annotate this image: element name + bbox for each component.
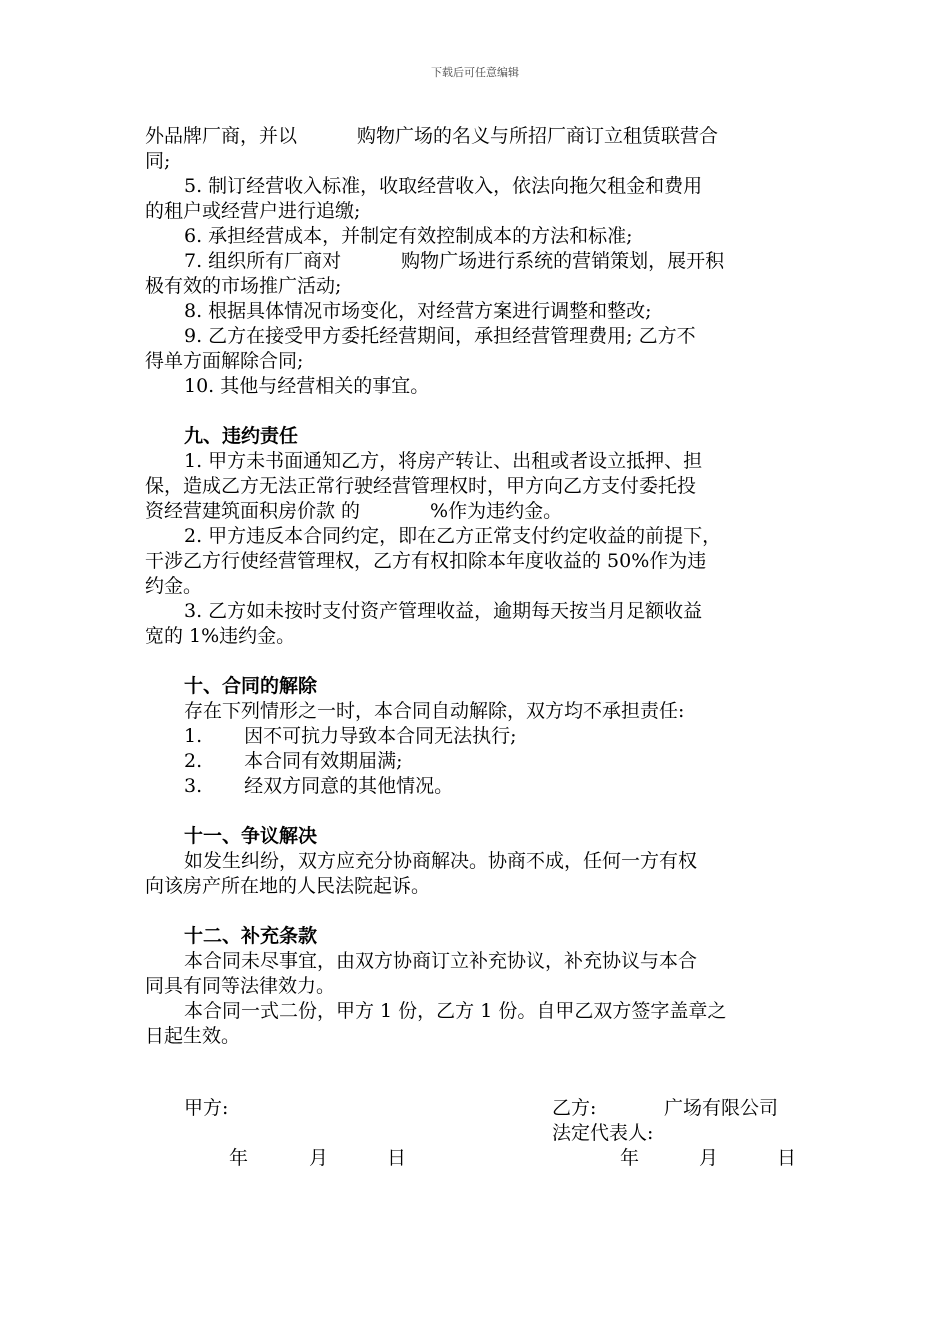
paragraph-line: [145, 574, 815, 599]
paragraph-line: [184, 724, 854, 749]
paragraph-line: [145, 149, 815, 174]
party-a-month: 月: [309, 1147, 329, 1169]
section-11-heading: [184, 824, 854, 849]
line-text: 9. 乙方在接受甲方委托经营期间，承担经营管理费用; 乙方不: [184, 325, 696, 347]
line-text: 7. 组织所有厂商对: [184, 250, 342, 272]
line-text: 十二、补充条款: [184, 925, 318, 947]
line-text: 干涉乙方行使经营管理权，乙方有权扣除本年度收益的 50%作为违: [145, 550, 707, 572]
line-text: 宽的 1%违约金。: [145, 625, 296, 647]
line-text: 3. 乙方如未按时支付资产管理收益，逾期每天按当月足额收益: [184, 600, 703, 622]
line-text: 本合同一式二份，甲方 1 份，乙方 1 份。自甲乙双方签字盖章之: [184, 1000, 727, 1022]
party-b-month: 月: [699, 1147, 719, 1169]
line-text: 5. 制订经营收入标准，收取经营收入，依法向拖欠租金和费用: [184, 175, 703, 197]
line-text: 2.: [184, 750, 203, 772]
paragraph-line: [184, 699, 854, 724]
party-b-day: 日: [777, 1147, 797, 1169]
paragraph-line: [145, 349, 815, 374]
section-9-heading: [184, 424, 854, 449]
paragraph-line: [145, 199, 815, 224]
line-text: 约金。: [145, 575, 203, 597]
line-text-continued: 本合同有效期届满;: [244, 750, 403, 772]
party-a-year: 年: [229, 1147, 249, 1169]
line-text: 得单方面解除合同;: [145, 350, 304, 372]
paragraph-line: [184, 324, 854, 349]
paragraph-line: [145, 474, 815, 499]
paragraph-line: [184, 299, 854, 324]
line-text: 1. 甲方未书面通知乙方，将房产转让、出租或者设立抵押、担: [184, 450, 703, 472]
line-text: 同具有同等法律效力。: [145, 975, 336, 997]
paragraph-line: [184, 374, 854, 399]
line-text: 本合同未尽事宜，由双方协商订立补充协议，补充协议与本合: [184, 950, 698, 972]
line-text-continued: %作为违约金。: [430, 500, 563, 522]
paragraph-line: [184, 524, 854, 549]
paragraph-line: [145, 274, 815, 299]
line-text: 保，造成乙方无法正常行驶经营管理权时，甲方向乙方支付委托投: [145, 475, 697, 497]
section-10-heading: [184, 674, 854, 699]
paragraph-line: [184, 224, 854, 249]
paragraph-line: [184, 749, 854, 774]
line-text: 极有效的市场推广活动;: [145, 275, 342, 297]
party-b-label: 乙方:: [552, 1097, 597, 1119]
paragraph-line: [184, 249, 854, 274]
line-text-continued: 因不可抗力导致本合同无法执行;: [244, 725, 517, 747]
line-text-continued: 购物广场进行系统的营销策划，展开积: [401, 250, 725, 272]
line-text: 外品牌厂商，并以: [145, 125, 298, 147]
party-b-year: 年: [620, 1147, 640, 1169]
line-text: 日起生效。: [145, 1025, 241, 1047]
paragraph-line: [184, 999, 854, 1024]
paragraph-line: [184, 949, 854, 974]
line-text: 2. 甲方违反本合同约定，即在乙方正常支付约定收益的前提下，: [184, 525, 722, 547]
party-b-company: 广场有限公司: [664, 1097, 779, 1119]
line-text: 的租户或经营户进行追缴;: [145, 200, 361, 222]
paragraph-line: [145, 124, 815, 149]
line-text: 8. 根据具体情况市场变化，对经营方案进行调整和整改;: [184, 300, 652, 322]
line-text-continued: 经双方同意的其他情况。: [244, 775, 454, 797]
paragraph-line: [184, 774, 854, 799]
party-a-day: 日: [387, 1147, 407, 1169]
paragraph-line: [184, 174, 854, 199]
paragraph-line: [184, 599, 854, 624]
page-header: 下载后可任意编辑: [431, 66, 519, 79]
paragraph-line: [145, 1024, 815, 1049]
line-text: 向该房产所在地的人民法院起诉。: [145, 875, 431, 897]
line-text: 如发生纠纷，双方应充分协商解决。协商不成，任何一方有权: [184, 850, 698, 872]
paragraph-line: [145, 624, 815, 649]
paragraph-line: [184, 849, 854, 874]
party-a-label: 甲方:: [184, 1097, 229, 1119]
paragraph-line: [184, 449, 854, 474]
line-text: 九、违约责任: [184, 425, 299, 447]
legal-representative-label: 法定代表人:: [552, 1122, 654, 1144]
line-text: 同;: [145, 150, 171, 172]
line-text: 存在下列情形之一时，本合同自动解除，双方均不承担责任:: [184, 700, 685, 722]
line-text: 十、合同的解除: [184, 675, 318, 697]
paragraph-line: [145, 874, 815, 899]
line-text: 6. 承担经营成本，并制定有效控制成本的方法和标准;: [184, 225, 633, 247]
paragraph-line: [145, 549, 815, 574]
paragraph-line: [145, 974, 815, 999]
section-12-heading: [184, 924, 854, 949]
line-text: 3.: [184, 775, 203, 797]
line-text: 1.: [184, 725, 203, 747]
line-text: 资经营建筑面积房价款 的: [145, 500, 361, 522]
line-text: 十一、争议解决: [184, 825, 318, 847]
paragraph-line: [145, 499, 815, 524]
line-text: 10. 其他与经营相关的事宜。: [184, 375, 430, 397]
line-text-continued: 购物广场的名义与所招厂商订立租赁联营合: [357, 125, 719, 147]
